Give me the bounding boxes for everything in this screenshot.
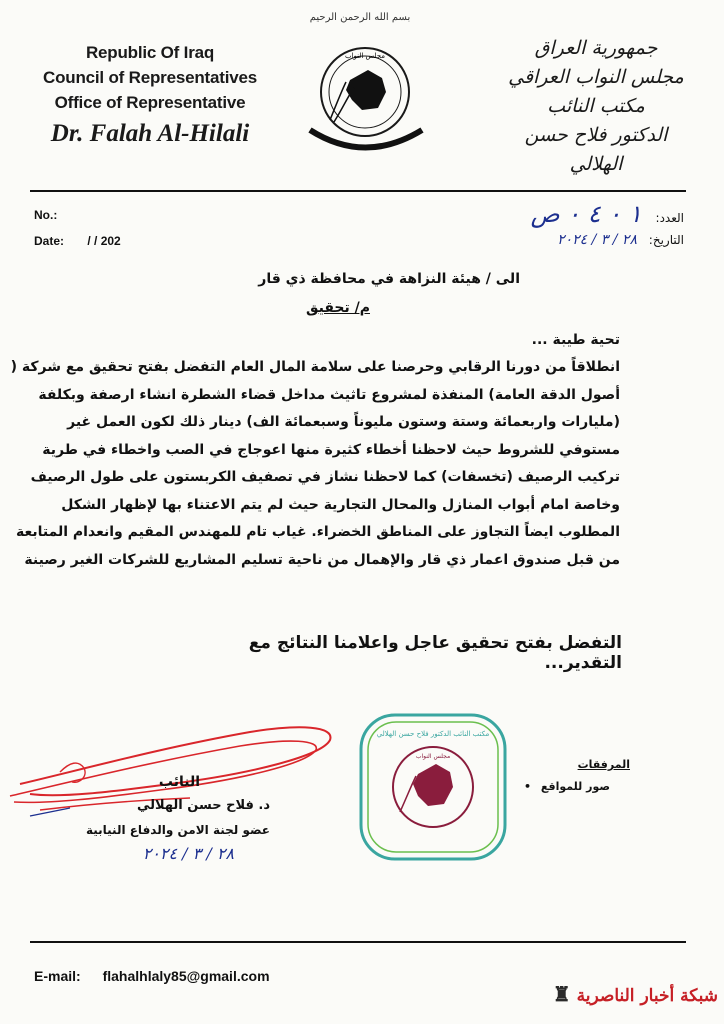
date-label: Date: <box>34 234 65 248</box>
body-line: انطلاقاً من دورنا الرقابي وحرصنا على سلامة المال العام التفضل بفتح تحقيق مع شركة ( <box>10 359 620 375</box>
ar-number-label: العدد: <box>655 211 684 225</box>
closing-request: التفضل بفتح تحقيق عاجل واعلامنا النتائج مع التقدير... <box>248 633 622 673</box>
council-name: Council of Representatives <box>43 68 257 87</box>
party-logo <box>290 30 440 160</box>
footer-divider <box>30 941 686 943</box>
signer-position: عضو لجنة الامن والدفاع النيابية <box>85 823 270 837</box>
attachment-item <box>500 780 610 793</box>
country-name: Republic Of Iraq <box>85 43 215 62</box>
arabic-letterhead <box>496 34 696 179</box>
attachments-label: المرفقات <box>577 758 630 771</box>
number-label: No.: <box>34 208 58 222</box>
signature-date: ٢٨ / ٣ / ٢٠٢٤ <box>142 844 234 863</box>
greeting: تحية طيبة ... <box>531 332 620 348</box>
ar-representative-name: الدكتور فلاح حسن الهلالي <box>524 124 668 175</box>
ar-date-value: ٢٨ / ٣ / ٢٠٢٤ <box>557 232 637 248</box>
email-label: E-mail: <box>34 968 81 984</box>
body-line: من قبل صندوق اعمار ذي قار والإهمال من ناحية تسليم المشاريع للشركات الغير رصينة <box>24 551 620 568</box>
stamp-inner-text: مجلس النواب <box>415 753 451 760</box>
signer-title: النائب <box>158 774 200 790</box>
english-letterhead <box>30 40 270 151</box>
watermark-text: شبكة أخبار الناصرية <box>576 986 718 1006</box>
body-line: وخاصة امام أبواب المنازل والمحال التجارية حيث لم يتم الاعتناء بها لإظهار الشكل <box>61 496 620 513</box>
addressee: الى / هيئة النزاهة في محافظة ذي قار <box>258 271 520 287</box>
subject: م/ تحقيق <box>305 300 370 316</box>
body-line: المطلوب ايضاً التجاوز على المناطق الخضراء. غياب تام للمهندس المقيم وانعدام المتابعة <box>15 524 620 540</box>
date-field <box>34 234 121 248</box>
attachment-text: صور للمواقع <box>540 780 610 793</box>
watermark-logo <box>553 982 718 1006</box>
body-line: مستوفي للشروط حيث لاحظنا أخطاء كثيرة منها اعوجاج في الصب واخطاء في طرية <box>42 441 620 458</box>
stamp-top-text: مكتب النائب الدكتور فلاح حسن الهلالي <box>376 730 490 738</box>
letter-body <box>10 354 620 574</box>
email-address: flahalhlaly85@gmail.com <box>102 968 270 984</box>
body-line: تركيب الرصيف (تخسفات) كما لاحظنا نشاز في تصفيف الكربستون على طول الرصيف <box>30 469 620 485</box>
signature-block <box>60 770 270 866</box>
ar-number-value: ١ ٠ ٤ ٠ ص <box>530 200 642 228</box>
office-name: Office of Representative <box>54 93 246 112</box>
date-value: / / 202 <box>87 234 121 248</box>
body-line: (مليارات واربعمائة وستة وستون مليوناً وسبعمائة الف) دينار ذلك لكون العمل غير <box>67 414 620 430</box>
header-divider <box>30 190 686 192</box>
ar-date-field <box>557 232 684 248</box>
ar-office-name: مكتب النائب <box>547 95 645 117</box>
ar-number-field <box>531 200 684 228</box>
email-line <box>34 968 270 984</box>
body-line: أصول الدقة العامة) المنفذة لمشروع تاثيث مداخل قضاء الشطرة انشاء ارصفة وبكلفة <box>38 386 620 403</box>
logo-top-text: مجلس النواب <box>344 52 386 60</box>
bullet-icon: • <box>524 780 532 793</box>
official-stamp <box>358 712 508 862</box>
ar-country-name: جمهورية العراق <box>534 37 658 59</box>
ar-council-name: مجلس النواب العراقي <box>508 66 684 88</box>
minaret-icon: ♜ <box>552 982 571 1006</box>
ar-date-label: التاريخ: <box>648 233 684 247</box>
signer-name: د. فلاح حسن الهلالي <box>136 798 270 813</box>
representative-name: Dr. Falah Al-Hilali <box>50 120 250 147</box>
basmala: بسم الله الرحمن الرحيم <box>309 12 411 23</box>
